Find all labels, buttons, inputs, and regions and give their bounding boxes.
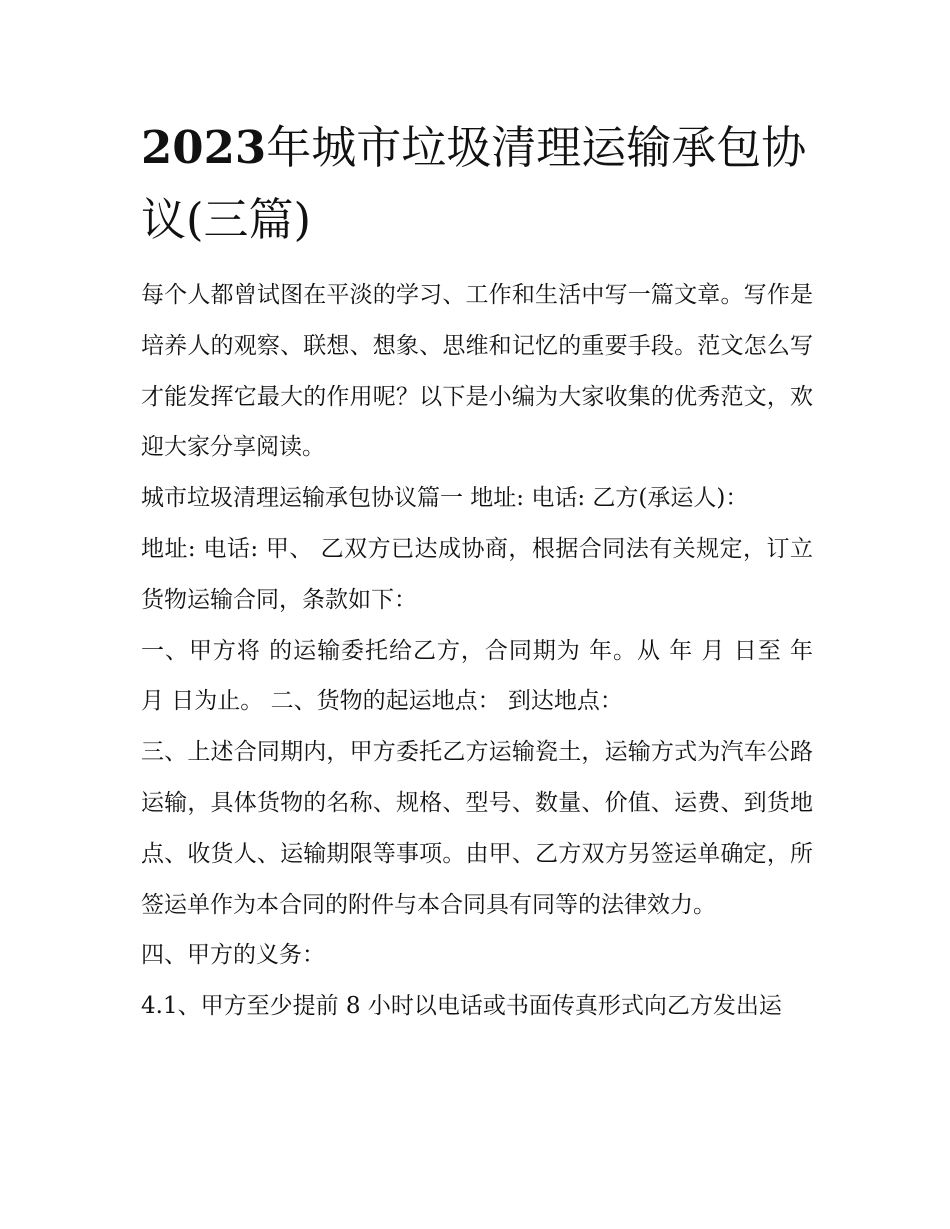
paragraph-heading-part-one: 城市垃圾清理运输承包协议篇一 地址: 电话: 乙方(承运人)： bbox=[141, 485, 749, 512]
title-year: 2023 bbox=[141, 121, 267, 174]
paragraph-clause-three: 三、上述合同期内，甲方委托乙方运输瓷土，运输方式为汽车公路运输，具体货物的名称、规格、型号、数量、价值、运费、到货地点、收货人、运输期限等事项。由甲、乙方双方另签运单确定，所签运单作为本合同的附件与本合同具有同等的法律效力。 bbox=[141, 739, 813, 918]
paragraph-clause-one-two: 一、甲方将 的运输委托给乙方，合同期为 年。从 年 月 日至 年 月 日为止。 二、货物的起运地点： 到达地点： bbox=[141, 637, 813, 715]
title-text: 年城市垃圾清理运输承包协议(三篇) bbox=[141, 121, 807, 246]
document-content bbox=[141, 112, 813, 1032]
paragraph-clause-four: 四、甲方的义务： bbox=[141, 942, 325, 969]
paragraph-parties: 地址: 电话: 甲、 乙双方已达成协商，根据合同法有关规定，订立货物运输合同，条款如下： bbox=[141, 535, 813, 613]
paragraph-clause-four-one: 4.1、甲方至少提前 8 小时以电话或书面传真形式向乙方发出运 bbox=[141, 993, 782, 1020]
document-body bbox=[141, 270, 813, 1032]
document-title bbox=[141, 112, 813, 256]
paragraph-intro: 每个人都曾试图在平淡的学习、工作和生活中写一篇文章。写作是培养人的观察、联想、想象、思维和记忆的重要手段。范文怎么写才能发挥它最大的作用呢？以下是小编为大家收集的优秀范文，欢迎大家分享阅读。 bbox=[141, 282, 813, 461]
